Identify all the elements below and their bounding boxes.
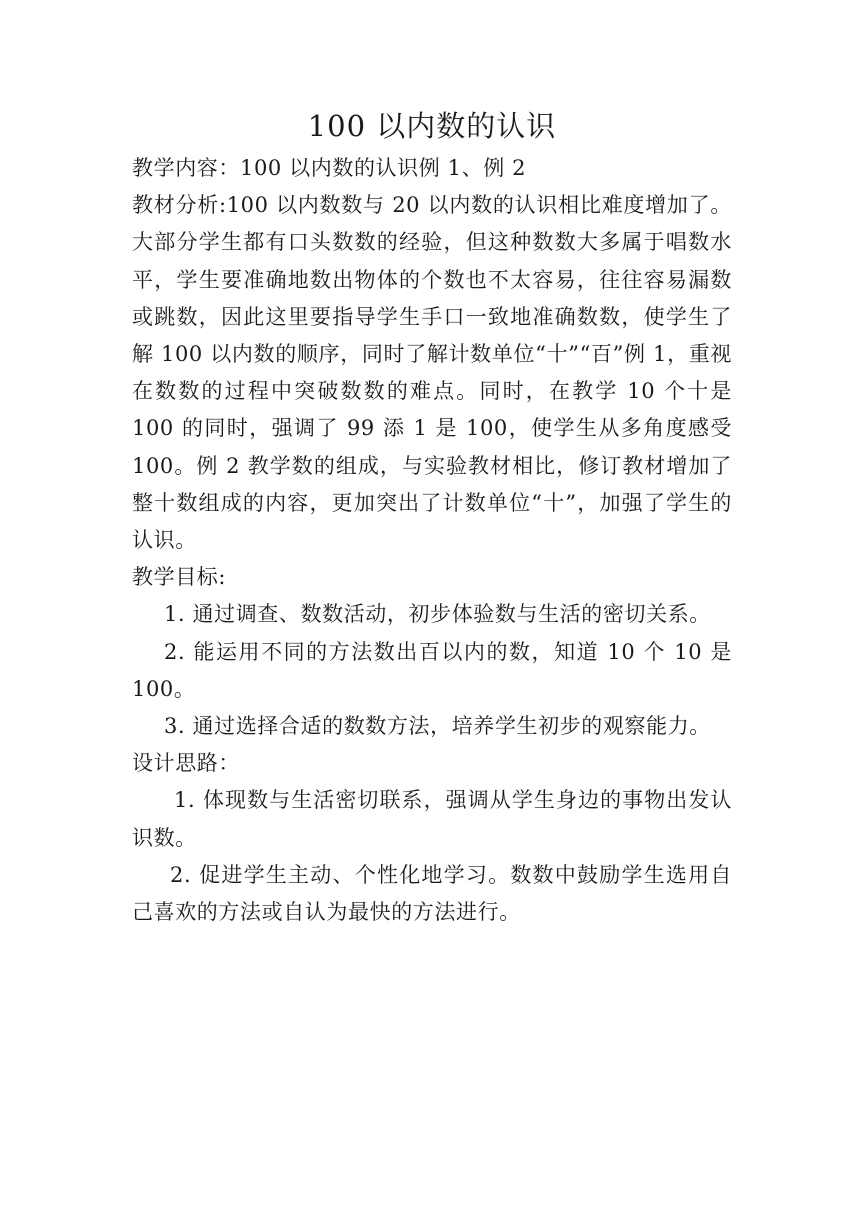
document-title: 100 以内数的认识 — [307, 109, 557, 143]
design-idea-item: 1. 体现数与生活密切联系，强调从学生身边的事物出发认识数。 — [132, 788, 732, 850]
textbook-analysis-paragraph: 教材分析:100 以内数数与 20 以内数的认识相比难度增加了。大部分学生都有口头数数的经验，但这种数数大多属于唱数水平，学生要准确地数出物体的个数也不太容易，往往容易漏数或跳数，因此这里要指导学生手口一致地准确数数，使学生了解 100 以内数的顺序，同时了解计数单位“十”“百”例 1，重视在数数的过程中突破数数的难点。同时，在教学 10 个十是 100 的同时，强调了 99 添 1 是 100，使学生从多角度感受 100。例 2 教学数的组成，与实验教材相比，修订教材增加了整十数组成的内容，更加突出了计数单位“十”，加强了学生的认识。 — [132, 193, 732, 553]
design-ideas-heading: 设计思路： — [132, 751, 240, 776]
design-idea-item: 2. 促进学生主动、个性化地学习。数数中鼓励学生选用自己喜欢的方法或自认为最快的方法进行。 — [132, 862, 732, 925]
document-page — [132, 104, 732, 931]
teaching-goal-item: 2. 能运用不同的方法数出百以内的数，知道 10 个 10 是 100。 — [132, 639, 732, 701]
teaching-goal-item: 3. 通过选择合适的数数方法，培养学生初步的观察能力。 — [164, 714, 711, 739]
teaching-goal-item: 1. 通过调查、数数活动，初步体验数与生活的密切关系。 — [164, 602, 711, 627]
teaching-content-line: 教学内容：100 以内数的认识例 1、例 2 — [132, 156, 527, 180]
teaching-goals-heading: 教学目标: — [132, 565, 227, 590]
